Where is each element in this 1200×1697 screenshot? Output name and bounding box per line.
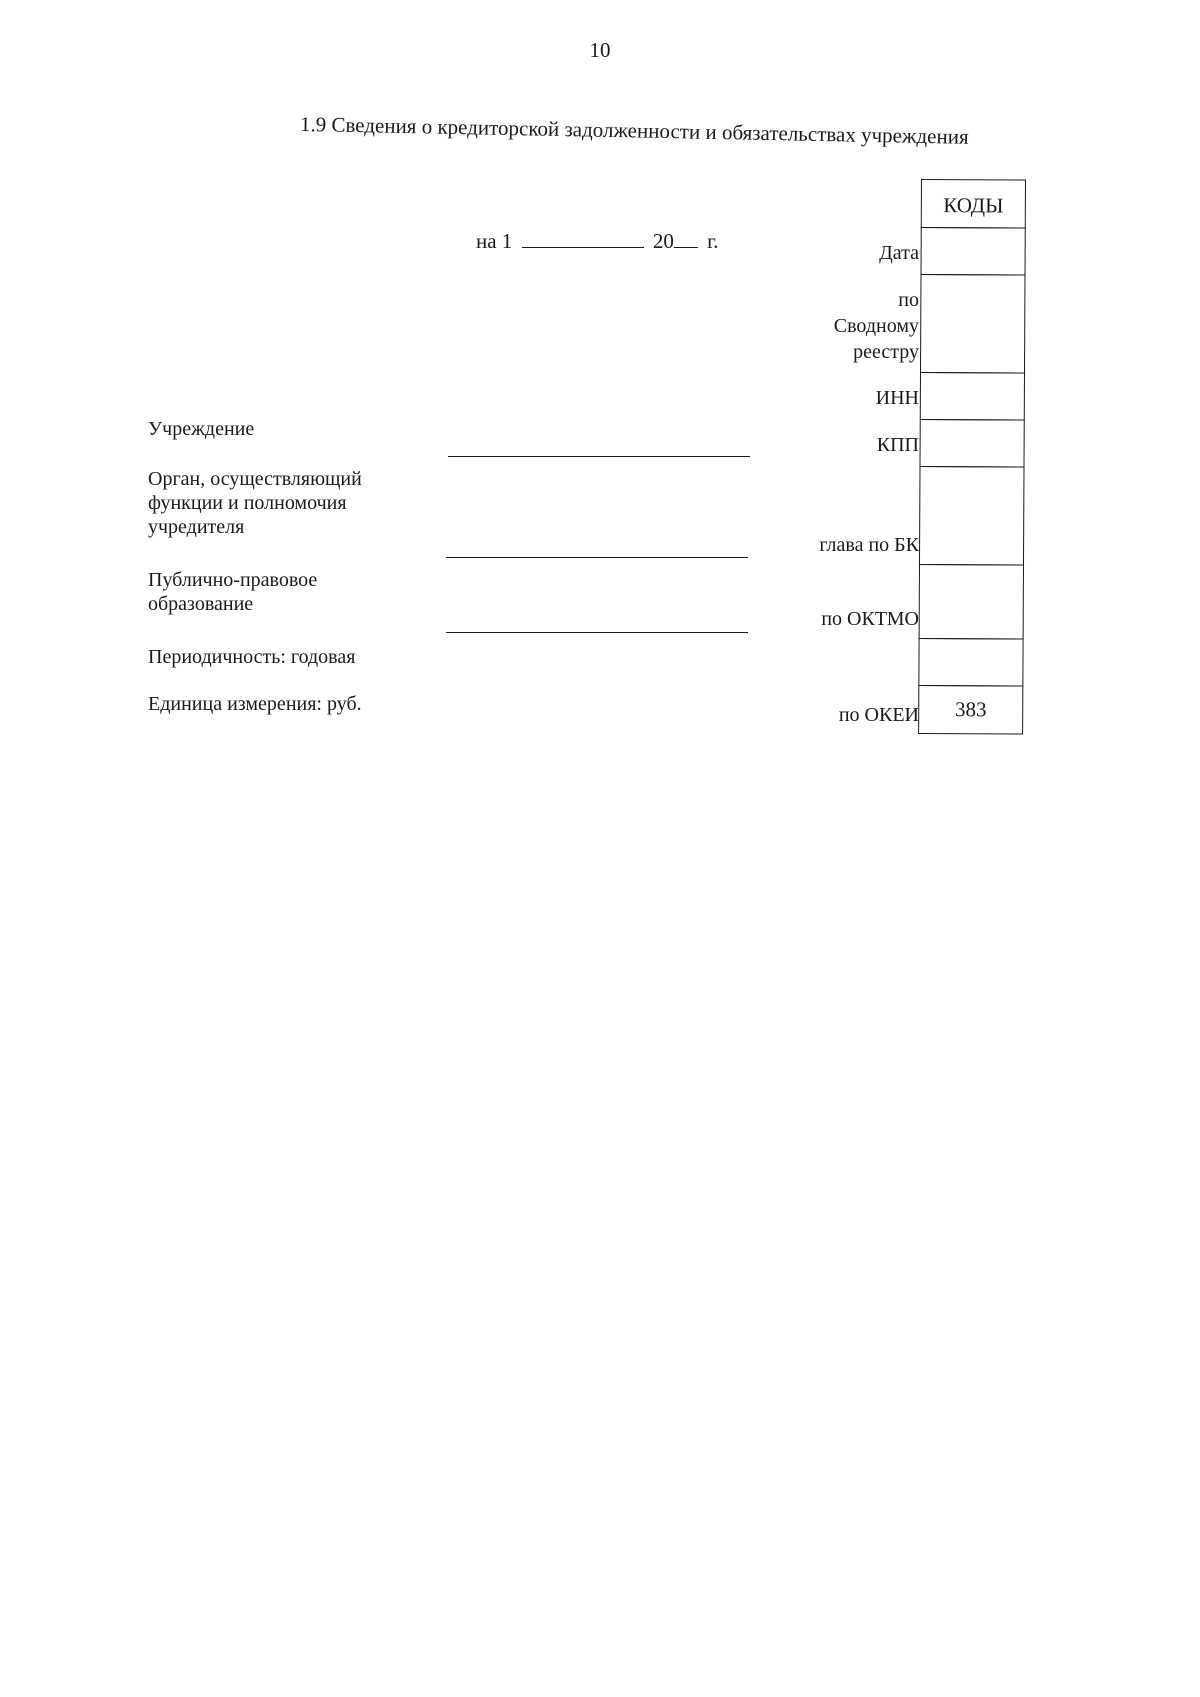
- registry-label-line: Сводному: [833, 315, 919, 337]
- founder-label-line: функции и полномочия: [148, 492, 347, 514]
- codes-row-label-kpp: КПП: [876, 434, 919, 456]
- document-title: 1.9 Сведения о кредиторской задолженности и обязательствах учреждения: [299, 112, 969, 149]
- date-month-blank[interactable]: [522, 229, 644, 248]
- code-cell-budget-chapter[interactable]: [919, 466, 1025, 566]
- codes-row-label-date: Дата: [879, 242, 919, 264]
- report-date-line: [476, 229, 719, 254]
- codes-header: КОДЫ: [921, 179, 1026, 229]
- date-year-blank[interactable]: [674, 229, 698, 248]
- code-cell-blank[interactable]: [918, 638, 1023, 687]
- codes-row-label-budget-chapter: глава по БК: [819, 534, 919, 556]
- codes-row-label-inn: ИНН: [875, 387, 919, 409]
- codes-row-label-registry: [834, 287, 919, 365]
- founder-label-line: учредителя: [148, 516, 245, 538]
- public-entity-label-line: образование: [148, 593, 254, 615]
- code-cell-date[interactable]: [921, 227, 1026, 276]
- date-suffix: г.: [707, 229, 719, 253]
- registry-label-line: по: [898, 289, 919, 311]
- founder-label: [148, 467, 362, 539]
- codes-table: [918, 180, 1026, 735]
- code-cell-okei[interactable]: 383: [918, 685, 1023, 735]
- public-entity-label: [148, 568, 317, 616]
- page-number: 10: [589, 38, 611, 62]
- public-entity-label-line: Публично-правовое: [148, 569, 318, 591]
- codes-row-label-oktmo: по ОКТМО: [821, 608, 919, 630]
- date-year-prefix: 20: [652, 229, 674, 253]
- date-prefix: на 1: [476, 229, 513, 253]
- founder-fill-line[interactable]: [446, 557, 748, 558]
- periodicity-label: Периодичность: годовая: [148, 646, 356, 668]
- codes-row-label-okei: по ОКЕИ: [838, 704, 919, 726]
- code-cell-registry[interactable]: [920, 274, 1026, 374]
- code-cell-oktmo[interactable]: [919, 564, 1024, 640]
- institution-label: Учреждение: [148, 418, 255, 440]
- institution-fill-line[interactable]: [448, 456, 750, 457]
- public-entity-fill-line[interactable]: [446, 632, 748, 633]
- founder-label-line: Орган, осуществляющий: [148, 468, 362, 490]
- code-cell-inn[interactable]: [920, 372, 1025, 421]
- code-cell-kpp[interactable]: [919, 419, 1024, 468]
- registry-label-line: реестру: [853, 341, 919, 363]
- unit-label: Единица измерения: руб.: [148, 693, 362, 715]
